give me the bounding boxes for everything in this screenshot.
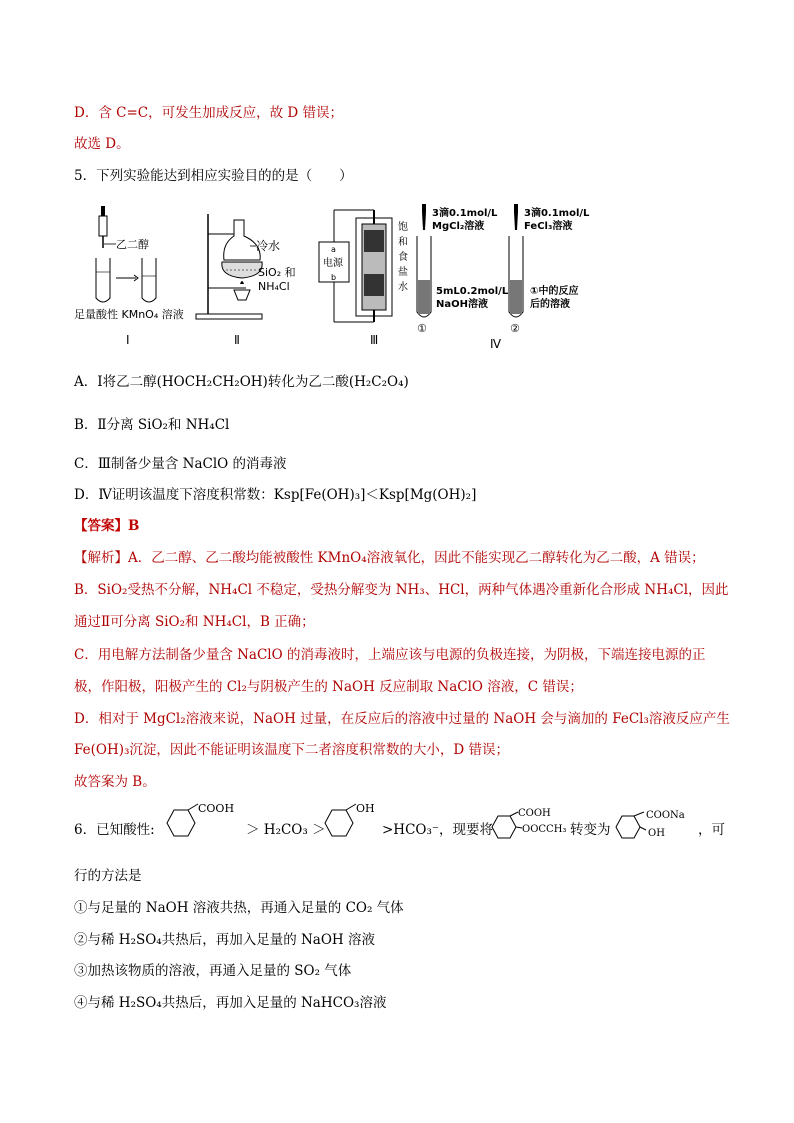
brine-char-5: 水 [398,282,408,293]
after-line2: 后的溶液 [530,299,570,310]
method-3: ③加热该物质的溶液，再通入足量的 SO₂ 气体 [74,963,352,979]
apparatus-iii [319,210,408,347]
analysis-conclusion: 故答案为 B。 [74,774,156,790]
analysis-d-2: Fe(OH)₃沉淀，因此不能证明该温度下二者溶度积常数的大小，D 错误； [74,742,510,758]
brine-char-1: 饱 [398,222,408,233]
q6-line-2: 行的方法是 [74,868,142,884]
aspirin-structure [488,804,574,850]
method-2: ②与稀 H₂SO₄共热后，再加入足量的 NaOH 溶液 [74,932,375,948]
phenol-oh: OH [356,802,375,815]
terminal-a: a [331,245,336,254]
naoh-line2: NaOH溶液 [436,299,488,310]
option-b: B．Ⅱ分离 SiO₂和 NH₄Cl [74,417,230,433]
apparatus-ii [196,214,296,347]
analysis-c-2: 极，作阳极，阳极产生的 Cl₂与阴极产生的 NaOH 反应制取 NaClO 溶液，C 错误； [74,679,583,695]
analysis-c-1: C．用电解方法制备少量含 NaClO 的消毒液时，上端应该与电源的负极连接，为阴极，下端连接电源的正 [74,647,706,663]
drop-mg-line1: 3滴0.1mol/L [432,208,498,219]
label-sio2: SiO₂ 和 [258,266,296,279]
question-5-stem: 5．下列实验能达到相应实验目的的是（ ） [74,168,353,184]
benzoic-acid-structure [158,802,242,852]
analysis-a: 【解析】A．乙二醇、乙二酸均能被酸性 KMnO₄溶液氧化，因此不能实现乙二醇转化为乙二酸，A 错误； [74,550,705,566]
method-1: ①与足量的 NaOH 溶液共热，再通入足量的 CO₂ 气体 [74,900,404,916]
aspirin-ester: OOCCH₃ [522,824,567,835]
label-power: 电源 [323,258,343,269]
product-coona: COONa [646,810,685,821]
brine-char-4: 盐 [398,267,408,278]
after-line1: ①中的反应 [530,286,579,297]
option-a: A．Ⅰ将乙二醇(HOCH₂CH₂OH)转化为乙二酸(H₂C₂O₄) [74,374,409,390]
apparatus-i [74,206,184,347]
label-kmno4: 足量酸性 KMnO₄ 溶液 [74,308,184,321]
tube-1-label: ① [417,322,427,335]
label-iv: Ⅳ [490,337,502,350]
apparatus-iv [417,204,590,350]
analysis-d-1: D．相对于 MgCl₂溶液来说，NaOH 过量，在反应后的溶液中过量的 NaOH 会与滴加的 FeCl₃溶液反应产生 [74,711,730,727]
label-ii: Ⅱ [234,333,240,347]
drop-fe-line1: 3滴0.1mol/L [524,208,590,219]
analysis-b-1: B．SiO₂受热不分解，NH₄Cl 不稳定，受热分解变为 NH₃、HCl，两种气体遇冷重新化合形成 NH₄Cl，因此 [74,582,729,598]
q6-tail: ，可 [698,822,725,838]
q6-gt-1: ＞ H₂CO₃ ＞ [246,822,326,838]
phenol-structure [316,802,386,852]
tube-2-label: ② [510,322,520,335]
analysis-b-2: 通过Ⅱ可分离 SiO₂和 NH₄Cl，B 正确； [74,614,315,630]
benzoic-cooh: COOH [198,802,235,815]
aspirin-cooh: COOH [518,808,551,819]
product-structure [612,804,698,850]
answer-tag: 【答案】B [74,518,140,534]
prev-conclusion: 故选 D。 [74,136,130,152]
drop-mg-line2: MgCl₂溶液 [432,221,485,232]
naoh-line1: 5mL0.2mol/L [436,286,509,297]
experiment-figure [74,200,634,350]
option-c: C．Ⅲ制备少量含 NaClO 的消毒液 [74,456,287,472]
q6-convert: 转变为 [570,822,611,838]
label-iii: Ⅲ [370,333,379,347]
brine-char-3: 食 [398,252,408,263]
prev-option-d: D．含 C=C，可发生加成反应，故 D 错误； [74,105,343,121]
product-oh: OH [648,828,665,839]
label-cold-water: 冷水 [256,239,281,253]
brine-char-2: 和 [398,237,408,248]
q6-gt-2: >HCO₃⁻，现要将 [382,822,494,838]
q6-prefix: 6．已知酸性: [74,822,155,838]
method-4: ④与稀 H₂SO₄共热后，再加入足量的 NaHCO₃溶液 [74,995,387,1011]
label-ethylene-glycol: 乙二醇 [116,238,149,251]
label-nh4cl: NH₄Cl [258,280,290,293]
label-i: Ⅰ [126,333,130,347]
option-d: D．Ⅳ证明该温度下溶度积常数：Ksp[Fe(OH)₃]＜Ksp[Mg(OH)₂] [74,487,477,503]
terminal-b: b [331,273,337,282]
drop-fe-line2: FeCl₃溶液 [524,221,573,232]
